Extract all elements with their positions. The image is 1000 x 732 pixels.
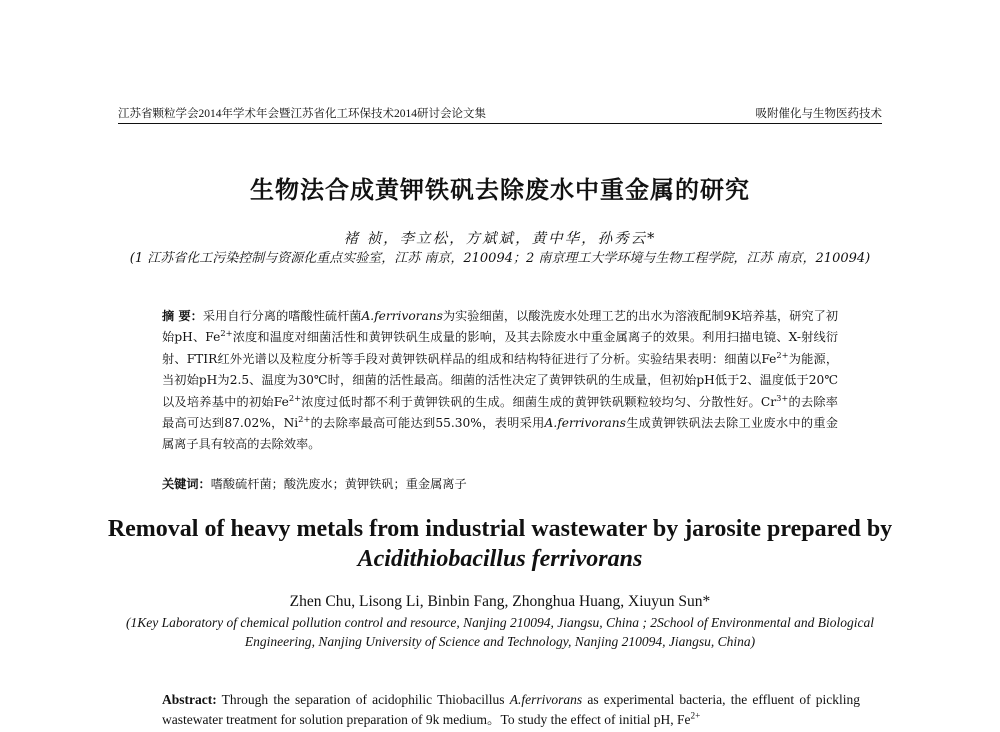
- cn-abs-sup-4: 3+: [776, 392, 789, 403]
- chinese-abstract: [162, 306, 838, 456]
- chinese-affiliation: (1 江苏省化工污染控制与资源化重点实验室，江苏 南京，210094；2 南京理工大学环境与生物工程学院，江苏 南京，210094): [129, 251, 871, 266]
- chinese-keywords-text: 嗜酸硫杆菌；酸洗废水；黄钾铁矾；重金属离子: [210, 477, 467, 491]
- cn-abs-text-2: 为实验细菌，以酸洗废水处理工艺的出水为溶液配制9K培养基，研究了初始pH、Fe: [162, 309, 839, 345]
- cn-abs-text-8: 生成黄钾铁矾法去除工业废水中的重金属离子具有较高的去除效率。: [162, 416, 838, 452]
- english-abstract: [162, 690, 860, 730]
- cn-abs-species-2: A.ferrivorans: [544, 416, 626, 431]
- cn-abs-text-3: 浓度和温度对细菌活性和黄钾铁矾生成量的影响，及其去除废水中重金属离子的效果。利用扫描电镜、X-射线衍射、FTIR红外光谱以及粒度分析等手段对黄钾铁矾样品的组成和结构特征进行了分析。实验结果表明：细菌以Fe: [162, 330, 839, 366]
- cn-abs-sup-1: 2+: [220, 328, 233, 339]
- en-abs-text-2: as experimental bacteria, the effluent of pickling wastewater treatment for solution preparation of 9k medium。To study the effect of initial pH, Fe: [162, 692, 860, 727]
- english-authors: Zhen Chu, Lisong Li, Binbin Fang, Zhonghua Huang, Xiuyun Sun*: [289, 593, 711, 610]
- header-right: 吸附催化与生物医药技术: [755, 108, 882, 120]
- english-affiliation: (1Key Laboratory of chemical pollution control and resource, Nanjing 210094, Jiangsu, China ; 2School of Environmental and Biological Engineering, Nanjing University of Science and Technology, Nanjing 210094, Jiangsu, China): [126, 615, 874, 649]
- english-title-species: Acidithiobacillus ferrivorans: [357, 546, 643, 572]
- cn-abs-sup-5: 2+: [298, 413, 311, 424]
- running-header: [118, 105, 882, 123]
- chinese-keywords-label: 关键词：: [162, 477, 211, 491]
- header-rule: [118, 123, 882, 124]
- english-abstract-label: Abstract:: [162, 692, 217, 707]
- chinese-title: 生物法合成黄钾铁矾去除废水中重金属的研究: [250, 175, 750, 204]
- cn-abs-species-1: A.ferrivorans: [361, 309, 443, 323]
- cn-abs-sup-2: 2+: [776, 349, 789, 360]
- cn-abs-text-6: 的去除率最高可达到87.02%，Ni: [162, 394, 838, 431]
- header-left: 江苏省颗粒学会2014年学术年会暨江苏省化工环保技术2014研讨会论文集: [118, 108, 486, 120]
- cn-abs-text-7: 的去除率最高可能达到55.30%，表明采用: [310, 416, 545, 431]
- en-abs-sup: 2+: [690, 710, 701, 721]
- chinese-authors: 褚 祯，李立松，方斌斌，黄中华，孙秀云*: [343, 231, 657, 247]
- en-abs-species: A.ferrivorans: [509, 692, 583, 707]
- chinese-abstract-label: 摘 要：: [162, 309, 203, 323]
- en-abs-text-1: Through the separation of acidophilic Thiobacillus: [216, 692, 510, 707]
- cn-abs-text-1: 采用自行分离的嗜酸性硫杆菌: [202, 309, 362, 323]
- cn-abs-text-4: 为能源，当初始pH为2.5、温度为30℃时，细菌的活性最高。细菌的活性决定了黄钾铁矾的生成量，但初始pH低于2、温度低于20℃以及培养基中的初始Fe: [162, 351, 839, 409]
- cn-abs-text-5: 浓度过低时都不利于黄钾铁矾的生成。细菌生成的黄钾铁矾颗粒较均匀、分散性好。Cr: [301, 394, 777, 409]
- english-title-text: Removal of heavy metals from industrial wastewater by jarosite prepared by: [107, 516, 893, 542]
- english-title: [100, 514, 900, 574]
- cn-abs-sup-3: 2+: [288, 392, 302, 403]
- chinese-keywords: [162, 475, 838, 492]
